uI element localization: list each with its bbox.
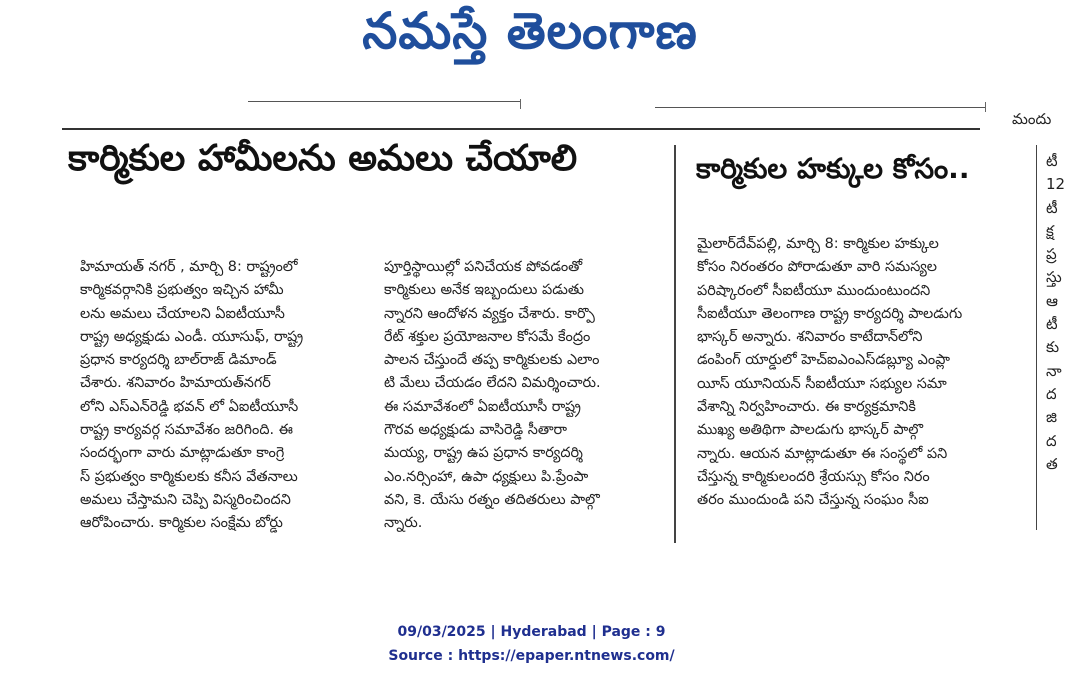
article2-column-1 [697,233,1019,523]
text-line: టీ [1046,315,1058,334]
masthead-tick [520,99,521,109]
text-line: మైలార్‌దేవ్‌పల్లి, మార్చి 8: కార్మికుల హక్కుల [697,236,939,252]
text-line: చేశారు. శనివారం హిమాయత్‌నగర్ [80,375,271,392]
text-line: స్తు [1046,268,1062,287]
text-line: ప్రధాన కార్యదర్శి బాల్‌రాజ్ డిమాండ్ [80,352,277,369]
text-line: టి మేలు చేయడం లేదని విమర్శించారు. [384,375,601,392]
masthead-logo [330,1,730,70]
footer-source-line: Source : https://epaper.ntnews.com/ [388,648,675,664]
article1-column-1 [80,256,372,532]
text-line: మయ్య, రాష్ట్ర ఉప ప్రధాన కార్యదర్శి [384,445,583,462]
article2-headline: కార్మికుల హక్కుల కోసం.. [696,152,970,185]
text-line: తరం ముందుండి పని చేస్తున్న సంఘం సీఐ [697,492,929,509]
text-line: రాష్ట్ర అధ్యక్షుడు ఎండీ. యూసుఫ్, రాష్ట్ర [80,328,304,345]
text-line: న్నారు. [384,515,423,532]
article-divider [674,145,676,543]
text-line: నా [1046,361,1062,380]
text-line: ఎం.నర్సింహా, ఉపా ధ్యక్షులు పి.ప్రేంపా [384,468,589,485]
text-line: క్ష [1046,221,1054,240]
masthead-tick [985,102,986,112]
text-line: ప్ర [1046,245,1057,264]
masthead-rule-left [248,101,520,102]
text-line: జి [1046,408,1057,427]
text-line: ద [1046,431,1057,450]
text-line: సందర్భంగా వారు మాట్లాడుతూ కాంగ్రె [80,445,285,462]
text-line: పూర్తిస్థాయిల్లో పనిచేయక పోవడంతో [384,259,583,275]
text-line: హిమాయత్ నగర్ , మార్చి 8: రాష్ట్రంలో [80,259,298,275]
section-rule [62,128,980,130]
text-line: గౌరవ అధ్యక్షుడు వాసిరెడ్డి సీతారా [384,422,568,439]
side-fragment-text: మందు [1012,110,1052,128]
text-line: కార్మికులు అనేక ఇబ్బందులు పడుతు [384,282,585,299]
text-line: టీ [1046,198,1058,217]
article1-column-2 [384,256,666,532]
text-line: కార్మికవర్గానికి ప్రభుత్వం ఇచ్చిన హామీ [80,282,284,299]
masthead-title: నమస్తే తెలంగాణ [362,1,698,60]
text-line: లను అమలు చేయాలని ఏఐటీయూసీ [80,305,285,322]
text-line: న్నారని ఆందోళన వ్యక్తం చేశారు. కార్పొ [384,305,595,322]
cropped-edge-column [1046,150,1063,476]
masthead-rule-right [655,107,985,108]
text-line: వని, కె. యేసు రత్నం తదితరులు పాల్గొ [384,491,600,508]
text-line: టీ [1046,152,1058,170]
text-line: స్ ప్రభుత్వం కార్మికులకు కనీస వేతనాలు [80,468,298,485]
text-line: వేశాన్ని నిర్వహించారు. ఈ కార్యక్రమానికి [697,399,916,416]
text-line: కోసం నిరంతరం పోరాడుతూ వారి సమస్యల [697,259,938,276]
footer-date-line: 09/03/2025 | Hyderabad | Page : 9 [397,624,666,640]
text-line: ఆరోపించారు. కార్మికుల సంక్షేమ బోర్డు [80,515,283,532]
text-line: రాష్ట్ర కార్యవర్గ సమావేశం జరిగింది. ఈ [80,422,293,439]
text-line: పాలన చేస్తుందే తప్ప కార్మికులకు ఎలాం [384,352,600,369]
text-line: అమలు చేస్తామని చెప్పి విస్మరించిందని [80,491,291,508]
text-line: లోని ఎస్ఎన్‌రెడ్డి భవన్ లో ఏఐటీయూసీ [80,398,299,415]
text-line: చేస్తున్న కార్మికులందరి శ్రేయస్సు కోసం నిరం [697,468,930,485]
edge-divider [1036,145,1037,530]
text-line: న్నారు. ఆయన మాట్లాడుతూ ఈ సంస్థలో పని [697,445,948,462]
text-line: భాస్కర్ అన్నారు. శనివారం కాటేదాన్‌లోని [697,329,923,346]
text-line: ద [1046,384,1057,403]
text-line: సీఐటీయూ తెలంగాణ రాష్ట్ర కార్యదర్శి పాలడుగు [697,305,963,322]
text-line: ఆ [1046,291,1058,310]
text-line: పరిష్కారంలో సీఐటీయూ ముందుంటుందని [697,282,931,299]
text-line: ఈ సమావేశంలో ఏఐటీయూసీ రాష్ట్ర [384,398,581,415]
article1-headline: కార్మికుల హామీలను అమలు చేయాలి [68,138,578,179]
text-line: రేట్ శక్తుల ప్రయోజనాల కోసమే కేంద్రం [384,328,591,345]
text-line: యీస్ యూనియన్ సీఐటీయూ సభ్యుల సమా [697,375,947,392]
text-line: ముఖ్య అతిథిగా పాలడుగు భాస్కర్ పాల్గొ [697,422,924,439]
text-line: కు [1046,338,1060,357]
text-line: త [1046,454,1058,473]
text-line: 12 [1046,175,1065,194]
text-line: డంపింగ్ యార్డులో హెచ్ఐఎంఎస్‌డబ్ల్యూ ఎంప్లా [697,352,950,369]
